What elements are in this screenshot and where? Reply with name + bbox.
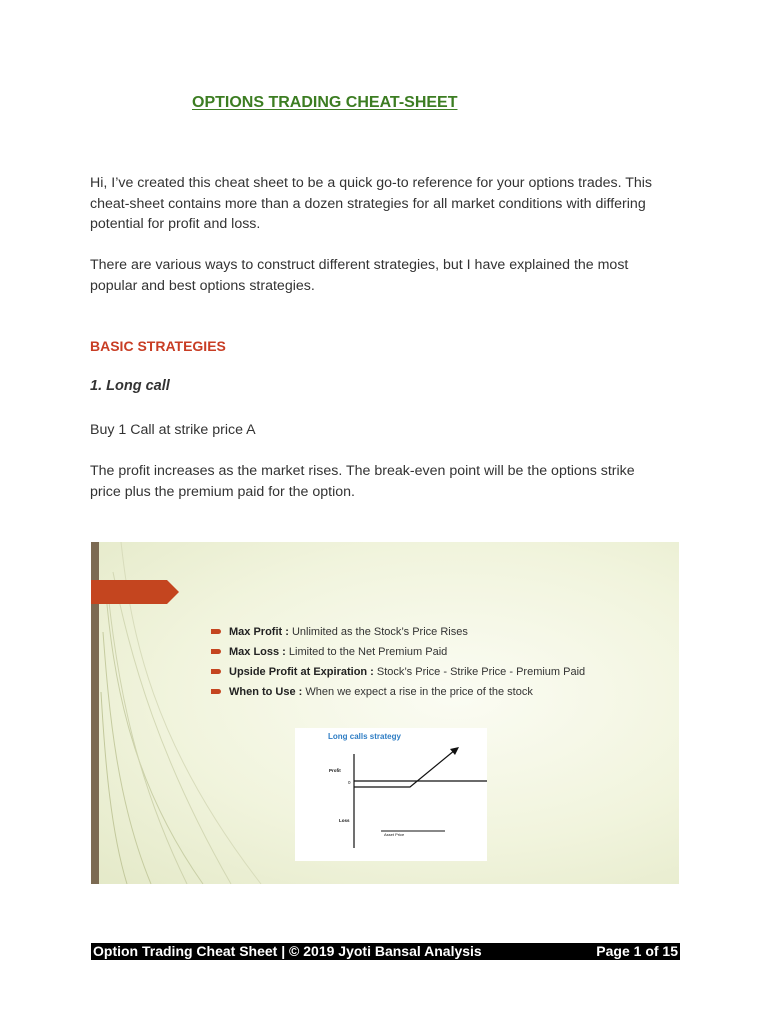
strategy-instruction bbox=[90, 420, 680, 441]
strategy-title: 1. Long call bbox=[90, 378, 170, 394]
bullet-key: When to Use : bbox=[229, 686, 303, 698]
intro2-line: There are various ways to construct different strategies, but I have explained the most bbox=[90, 257, 629, 273]
intro2-line: popular and best options strategies. bbox=[90, 277, 315, 294]
strategy-desc-line: price plus the premium paid for the option. bbox=[90, 483, 355, 500]
chart-title: Long calls strategy bbox=[328, 732, 401, 741]
payoff-diagram bbox=[295, 728, 487, 861]
strategy-desc-line: The profit increases as the market rises. The break-even point will be the options strike bbox=[90, 463, 635, 479]
intro-paragraph bbox=[90, 173, 680, 235]
slide-bullet-list bbox=[211, 622, 585, 702]
x-axis-label: Asset Price bbox=[384, 832, 405, 837]
section-heading: BASIC STRATEGIES bbox=[90, 338, 226, 354]
bullet-text: Limited to the Net Premium Paid bbox=[285, 646, 448, 658]
strategy-slide bbox=[91, 542, 679, 884]
intro-line: potential for profit and loss. bbox=[90, 216, 261, 232]
strategy-description bbox=[90, 461, 680, 502]
intro-line: Hi, I’ve created this cheat sheet to be a quick go-to reference for your options trades. This bbox=[90, 175, 653, 191]
bullet-key: Max Profit : bbox=[229, 626, 289, 638]
bullet-key: Max Loss : bbox=[229, 646, 286, 658]
page-footer bbox=[91, 943, 680, 960]
bullet-arrow-icon bbox=[211, 689, 221, 694]
page-title: OPTIONS TRADING CHEAT-SHEET bbox=[192, 94, 458, 111]
bullet-key: Upside Profit at Expiration : bbox=[229, 666, 374, 678]
slide-bullet bbox=[211, 622, 585, 642]
payoff-diagram-svg bbox=[295, 728, 487, 861]
zero-label: 0 bbox=[348, 780, 351, 785]
loss-label: Loss bbox=[339, 818, 350, 823]
bullet-text: Stock’s Price - Strike Price - Premium Paid bbox=[373, 666, 586, 678]
slide-bullet bbox=[211, 662, 585, 682]
slide-bullet bbox=[211, 682, 585, 702]
bullet-arrow-icon bbox=[211, 649, 221, 654]
bullet-arrow-icon bbox=[211, 669, 221, 674]
slide-bullet bbox=[211, 642, 585, 662]
slide-tag bbox=[91, 580, 167, 604]
slide-tag-tip bbox=[167, 580, 179, 604]
intro-paragraph-2 bbox=[90, 255, 680, 296]
bullet-text: When we expect a rise in the price of the stock bbox=[302, 686, 533, 698]
footer-copyright: Option Trading Cheat Sheet | © 2019 Jyoti Bansal Analysis bbox=[93, 943, 482, 959]
profit-label: Profit bbox=[329, 768, 341, 773]
footer-page-number: Page 1 of 15 bbox=[596, 943, 678, 959]
strategy-instruction-text: Buy 1 Call at strike price A bbox=[90, 422, 256, 438]
bullet-arrow-icon bbox=[211, 629, 221, 634]
bullet-text: Unlimited as the Stock’s Price Rises bbox=[288, 626, 468, 638]
intro-line: cheat-sheet contains more than a dozen strategies for all market conditions with differing bbox=[90, 195, 646, 212]
payoff-arrowhead bbox=[450, 747, 459, 755]
